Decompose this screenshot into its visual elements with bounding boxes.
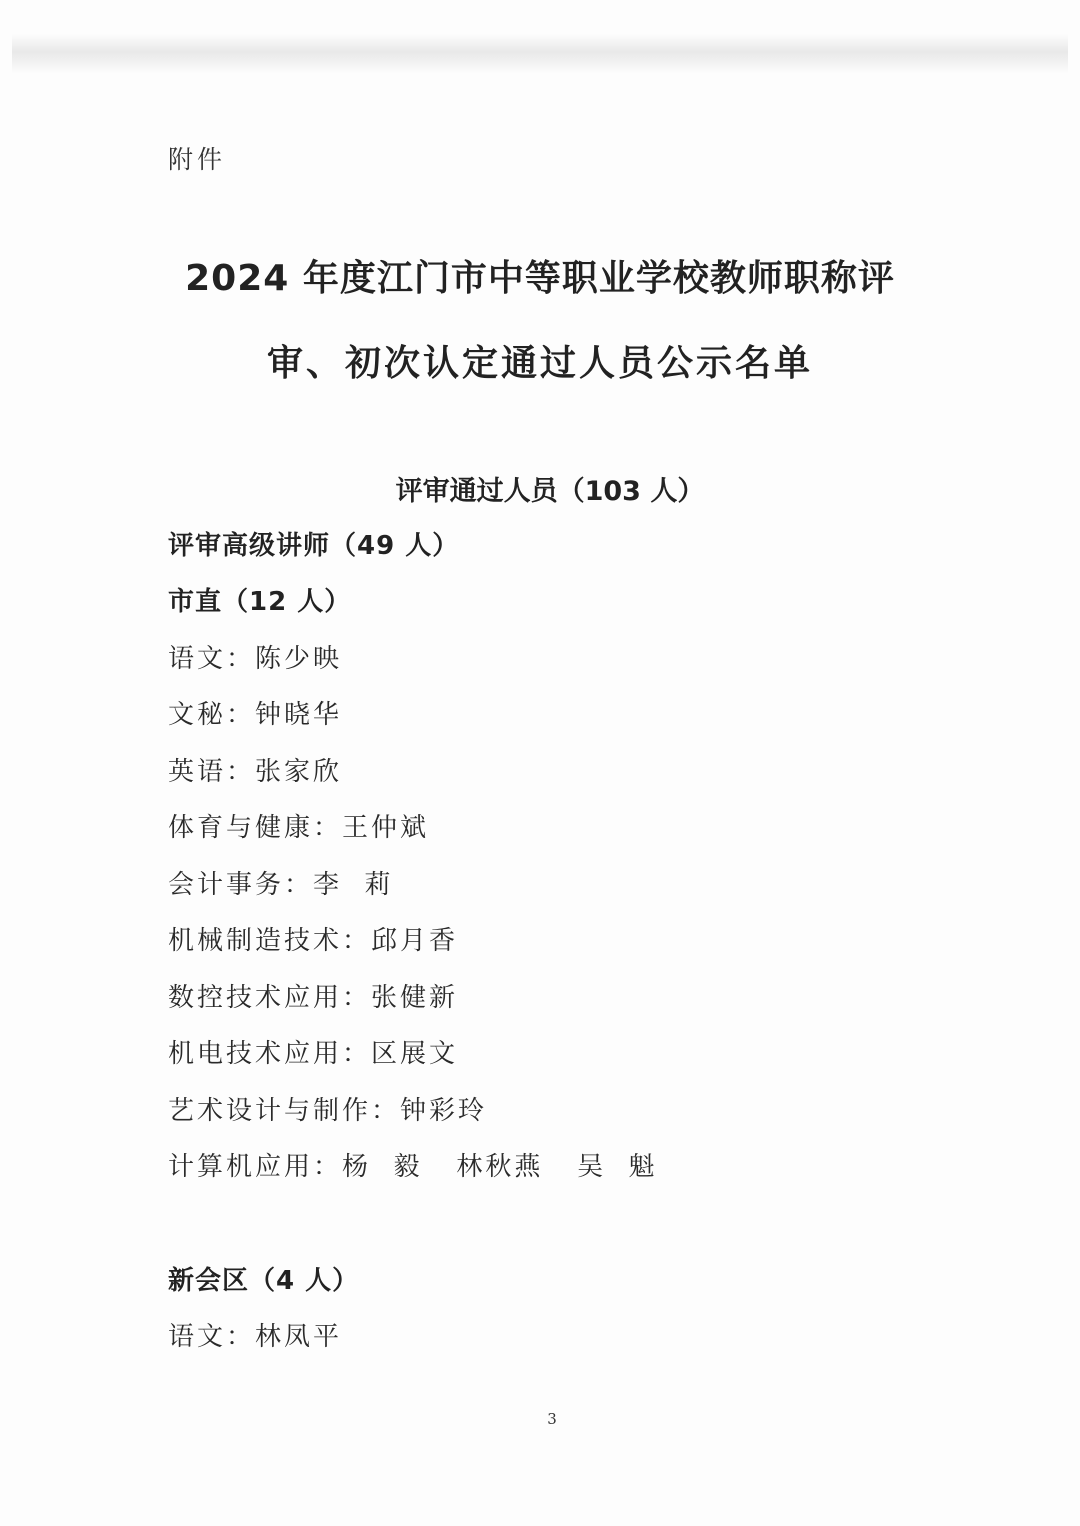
document-title-line-2: 审、初次认定通过人员公示名单: [266, 343, 813, 384]
document-title-line-1: 2024 年度江门市中等职业学校教师职称评: [185, 258, 895, 299]
list-item: 语文：陈少映: [168, 644, 343, 674]
list-item: 计算机应用：杨 毅 林秋燕 吴 魁: [168, 1152, 658, 1182]
list-item: 会计事务：李 莉: [168, 870, 394, 900]
list-item: 文秘：钟晓华: [168, 700, 343, 730]
list-item: 语文：林凤平: [168, 1322, 343, 1352]
list-item: 艺术设计与制作：钟彩玲: [168, 1096, 488, 1126]
list-item: 机械制造技术：邱月香: [168, 926, 459, 956]
section-heading: 评审通过人员（103 人）: [395, 476, 705, 507]
list-item: 英语：张家欣: [168, 757, 343, 787]
list-item: 机电技术应用：区展文: [168, 1039, 459, 1069]
scan-edge-shadow: [12, 34, 1068, 74]
region-heading-xinhui: 新会区（4 人）: [168, 1266, 360, 1296]
region-heading-shizhi: 市直（12 人）: [168, 587, 352, 617]
attachment-label: 附件: [168, 145, 227, 174]
list-item: 体育与健康：王仲斌: [168, 813, 430, 843]
list-item: 数控技术应用：张健新: [168, 983, 459, 1013]
level-heading: 评审高级讲师（49 人）: [168, 531, 460, 561]
page-number: 3: [547, 1410, 557, 1428]
